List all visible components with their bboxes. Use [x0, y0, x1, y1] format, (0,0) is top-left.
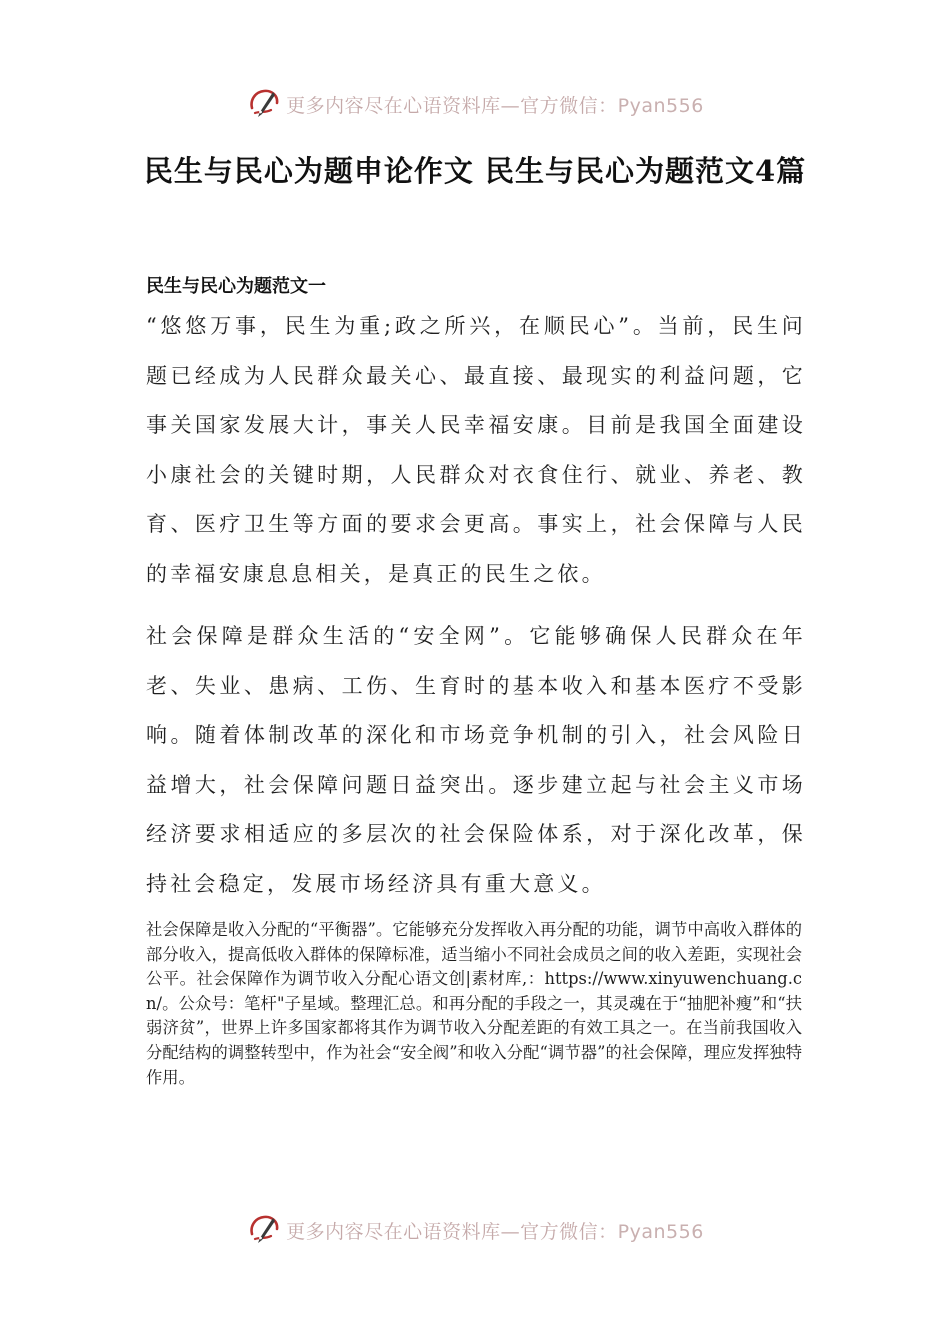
paragraph-1: “悠悠万事，民生为重;政之所兴，在顺民心”。当前，民生问题已经成为人民群众最关心、最直接、最现实的利益问题，它事关国家发展大计，事关人民幸福安康。目前是我国全面建设小康社会的关键时期，人民群众对衣食住行、就业、养老、教育、医疗卫生等方面的要求会更高。事实上，社会保障与人民的幸福安康息息相关，是真正的民生之依。	[146, 314, 806, 586]
footer-banner	[0, 1210, 950, 1250]
banner-text: 更多内容尽在心语资料库—官方微信：	[286, 1220, 618, 1243]
document-title: 民生与民心为题申论作文 民生与民心为题范文4篇	[143, 154, 807, 188]
section-heading: 民生与民心为题范文一	[146, 276, 326, 297]
header-banner	[0, 84, 950, 124]
quill-pen-logo-icon	[246, 86, 282, 122]
banner-text: 更多内容尽在心语资料库—官方微信：	[286, 94, 618, 117]
quill-pen-logo-icon	[246, 1212, 282, 1248]
banner-wechat-id: Pyan556	[617, 1220, 704, 1243]
paragraph-3: 社会保障是收入分配的“平衡器”。它能够充分发挥收入再分配的功能，调节中高收入群体的部分收入，提高低收入群体的保障标准，适当缩小不同社会成员之间的收入差距，实现社会公平。社会保障作为调节收入分配心语文创|素材库,：https://www.xinyuwenchuang.cn/。公众号：笔杆"子星域。整理汇总。和再分配的手段之一，其灵魂在于“抽肥补瘦”和“扶弱济贫”，世界上许多国家都将其作为调节收入分配差距的有效工具之一。在当前我国收入分配结构的调整转型中，作为社会“安全阀”和收入分配“调节器”的社会保障，理应发挥独特作用。	[146, 920, 802, 1087]
banner-wechat-id: Pyan556	[617, 94, 704, 117]
paragraph-2: 社会保障是群众生活的“安全网”。它能够确保人民群众在年老、失业、患病、工伤、生育时的基本收入和基本医疗不受影响。随着体制改革的深化和市场竞争机制的引入，社会风险日益增大，社会保障问题日益突出。逐步建立起与社会主义市场经济要求相适应的多层次的社会保险体系，对于深化改革，保持社会稳定，发展市场经济具有重大意义。	[146, 624, 806, 896]
